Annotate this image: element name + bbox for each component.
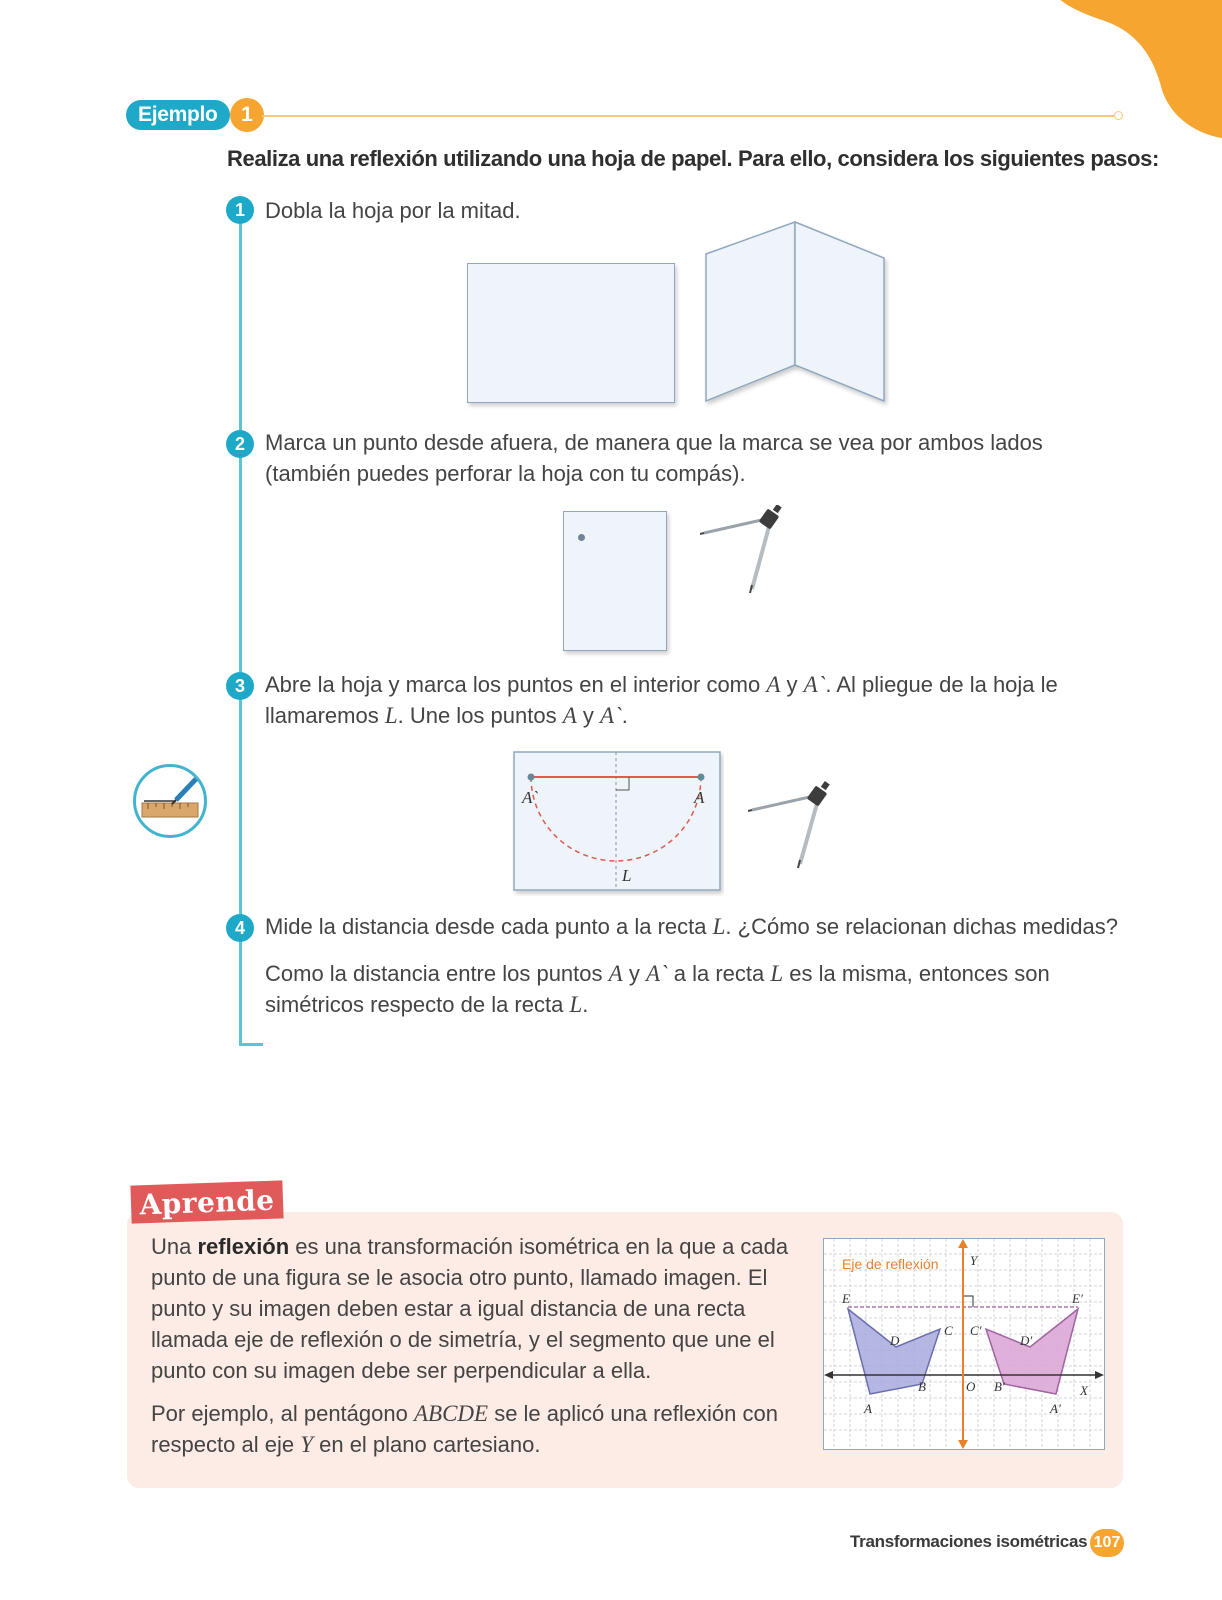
page-number: 107 <box>1090 1529 1124 1557</box>
step-2-text: Marca un punto desde afuera, de manera que la marca se vea por ambos lados (también puedes perforar la hoja con tu compás). <box>265 430 1043 486</box>
flat-paper-sheet <box>467 263 675 403</box>
point-a-prime <box>528 774 535 781</box>
label-a-prime: A` <box>522 788 539 807</box>
step-2-number: 2 <box>226 430 254 458</box>
example-badge: Ejemplo <box>126 100 230 130</box>
svg-text:D: D <box>890 1333 900 1348</box>
label-a: A <box>694 788 705 807</box>
example-number: 1 <box>230 98 264 132</box>
aprende-paragraph-2: Por ejemplo, al pentágono ABCDE se le aplicó una reflexión con respecto al eje Y en el plano cartesiano. <box>151 1401 778 1457</box>
corner-decoration <box>1012 0 1222 150</box>
svg-text:E: E <box>842 1291 850 1306</box>
aprende-tag: Aprende <box>130 1180 283 1223</box>
compass-icon <box>700 505 800 595</box>
ruler-pencil-icon <box>133 764 207 838</box>
marked-point <box>578 534 585 541</box>
step-4-number: 4 <box>226 914 254 942</box>
svg-text:C′: C′ <box>970 1323 982 1338</box>
example-rule-end <box>1114 111 1123 120</box>
point-a <box>698 774 705 781</box>
open-paper-figure <box>512 750 724 896</box>
svg-text:X: X <box>1080 1383 1088 1398</box>
example-rule <box>262 115 1118 117</box>
step-3-number: 3 <box>226 672 254 700</box>
label-l: L <box>622 866 632 885</box>
step-1-text: Dobla la hoja por la mitad. <box>265 198 521 223</box>
steps-timeline-end <box>239 1043 263 1046</box>
aprende-text <box>151 1231 801 1472</box>
reflection-axis-label: Eje de reflexión <box>842 1256 939 1272</box>
svg-text:D′: D′ <box>1020 1333 1033 1348</box>
svg-text:A: A <box>864 1401 872 1416</box>
step-3-text: Abre la hoja y marca los puntos en el interior como A y A`. Al pliegue de la hoja le llamaremos L. Une los puntos A y A`. <box>265 672 1058 728</box>
svg-text:B′: B′ <box>994 1379 1005 1394</box>
step-4-text: Mide la distancia desde cada punto a la recta L. ¿Cómo se relacionan dichas medidas? <box>265 914 1118 939</box>
intro-text: Realiza una reflexión utilizando una hoja de papel. Para ello, considera los siguientes pasos: <box>227 146 1159 171</box>
footer-title: Transformaciones isométricas <box>850 1532 1088 1551</box>
step-4-answer: Como la distancia entre los puntos A y A` a la recta L es la misma, entonces son simétricos respecto de la recta L. <box>265 961 1050 1017</box>
svg-text:O: O <box>966 1379 976 1394</box>
compass-icon <box>748 780 848 870</box>
svg-text:Y: Y <box>970 1253 978 1268</box>
pentagon-abcde <box>848 1309 940 1394</box>
marked-paper-sheet <box>563 511 667 651</box>
aprende-paragraph-1: Una reflexión es una transformación isométrica en la que a cada punto de una figura se le asocia otro punto, llamado imagen. El punto y su imagen deben estar a igual distancia de una recta llamada eje de reflexión o de simetría, y el segmento que une el punto con su imagen debe ser perpendicular a ella. <box>151 1234 789 1383</box>
folded-paper-sheet <box>700 218 890 408</box>
svg-text:B: B <box>918 1379 926 1394</box>
svg-text:A′: A′ <box>1050 1401 1061 1416</box>
step-1-number: 1 <box>226 196 254 224</box>
reflection-graph <box>823 1238 1105 1450</box>
svg-text:C: C <box>944 1323 953 1338</box>
svg-text:E′: E′ <box>1072 1291 1083 1306</box>
